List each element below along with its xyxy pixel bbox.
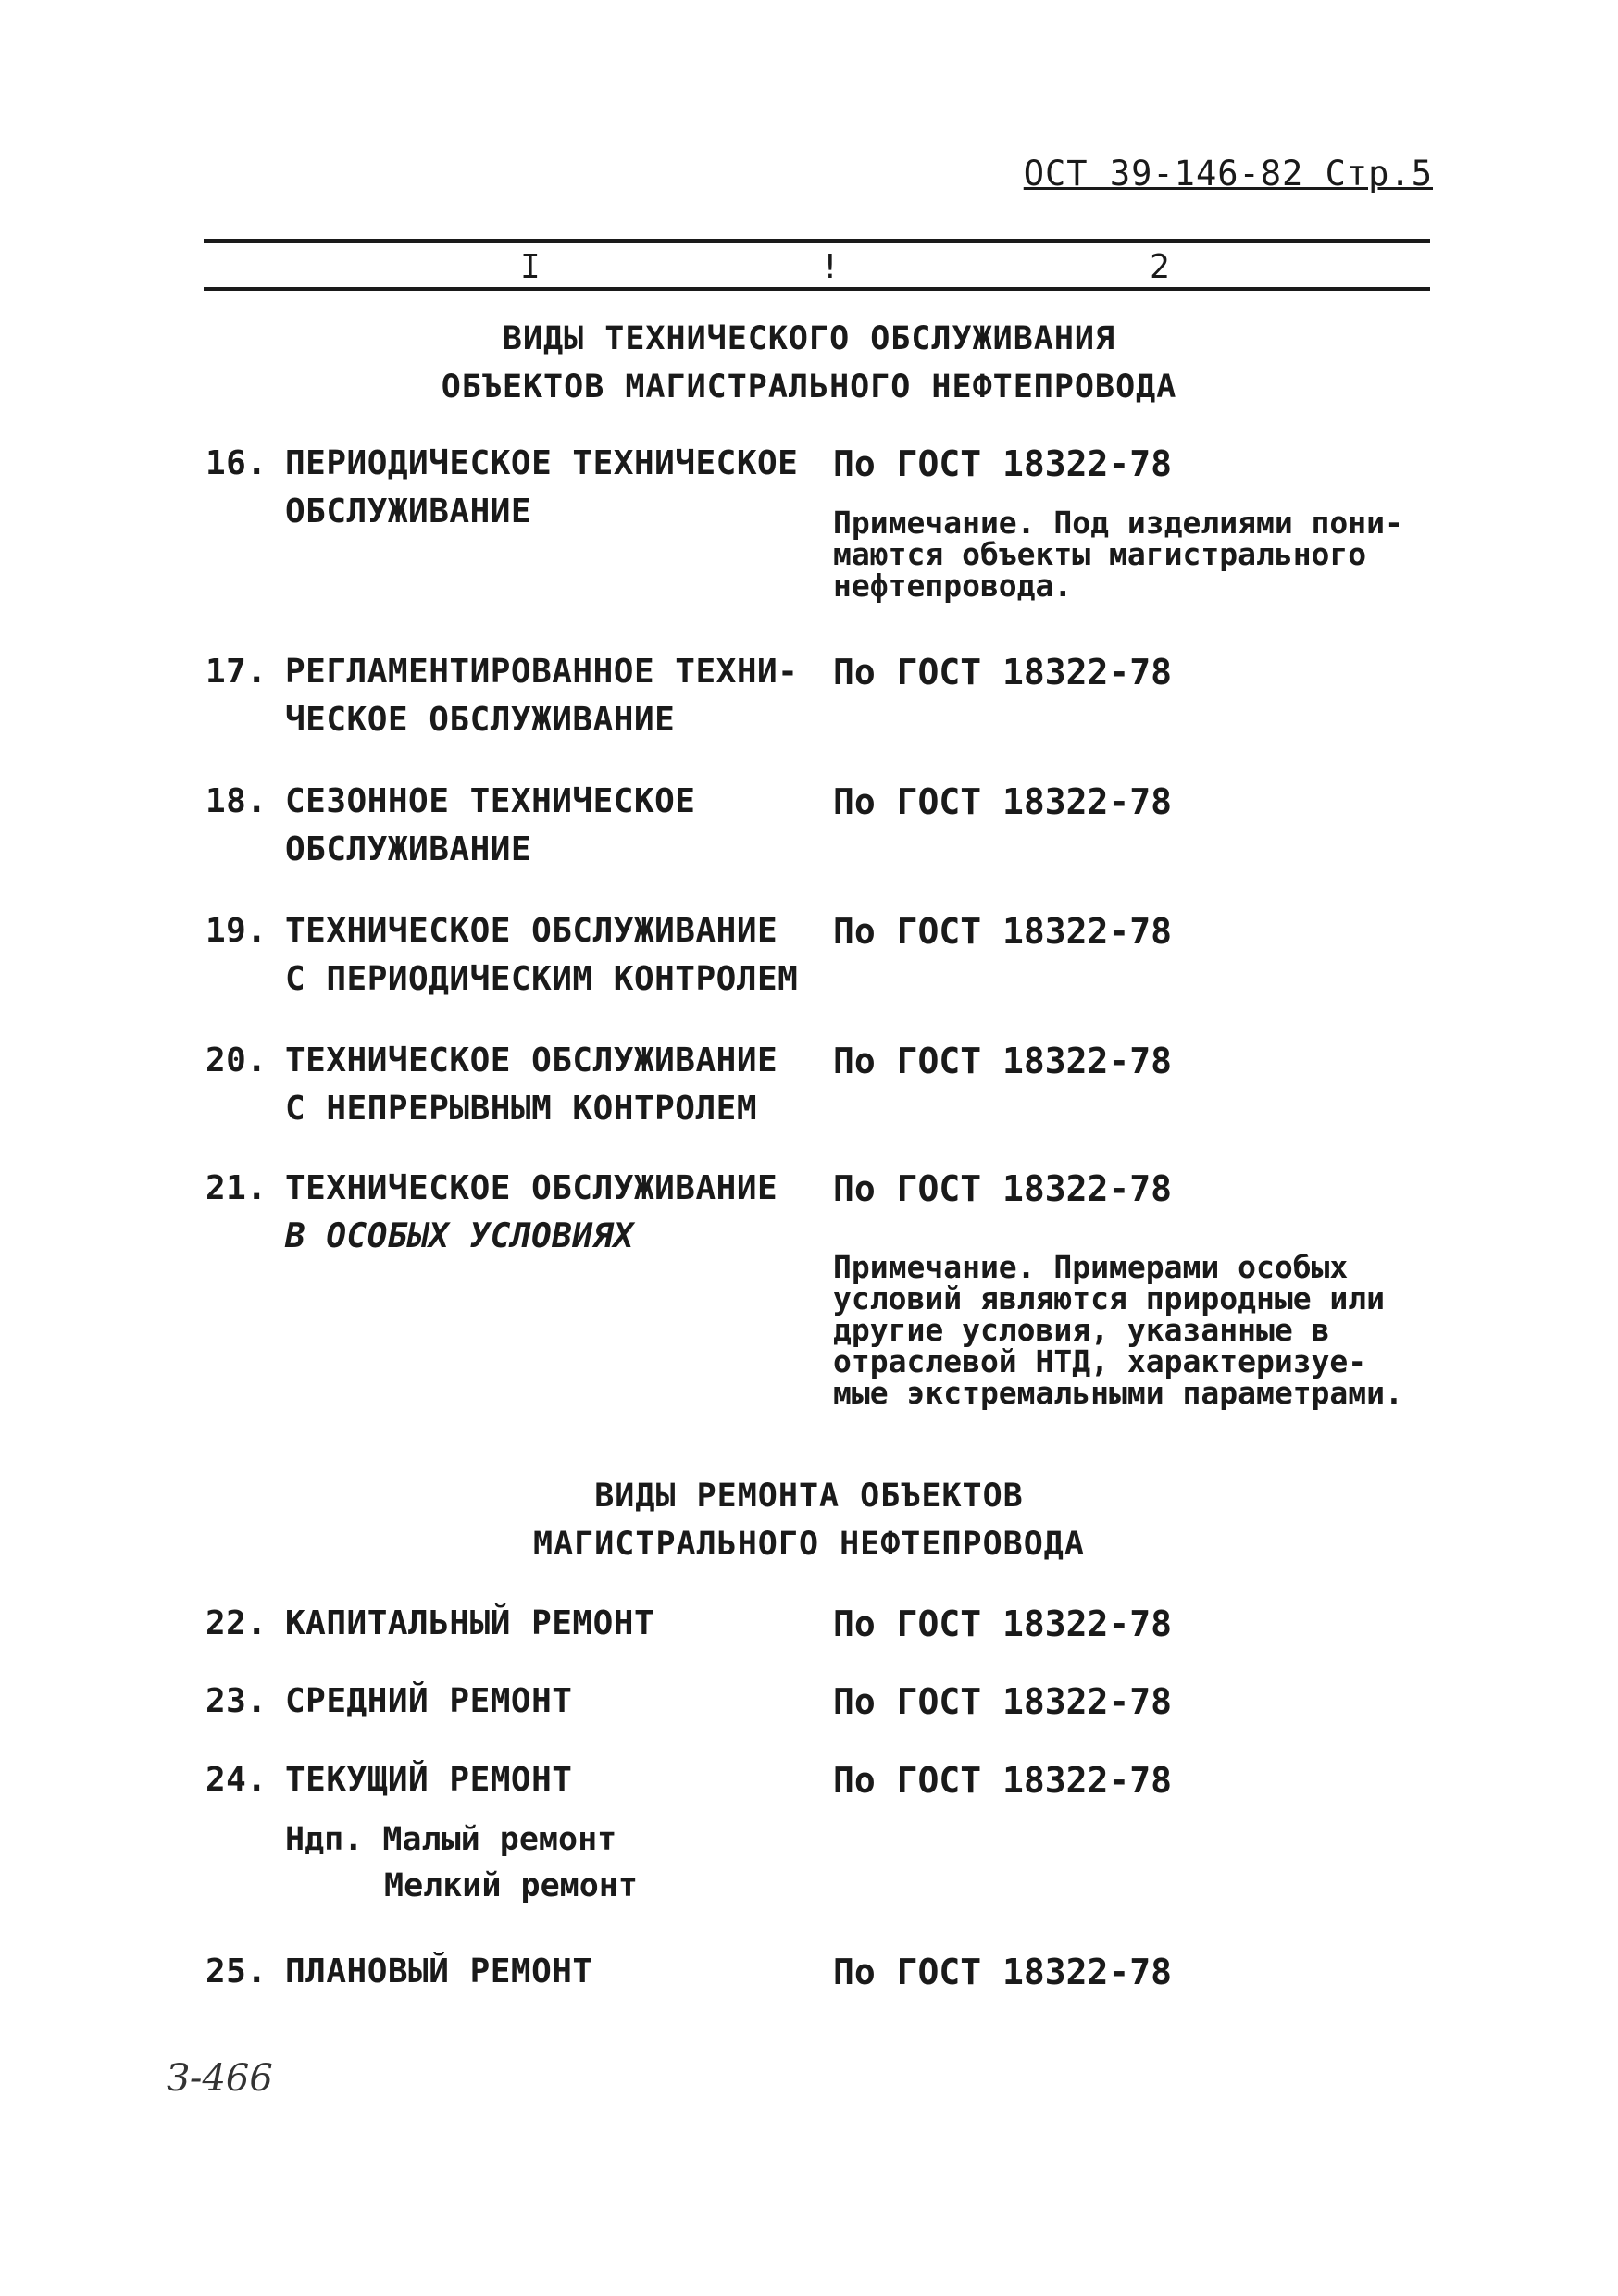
entry-term: ПЕРИОДИЧЕСКОЕ ТЕХНИЧЕСКОЕ [285, 444, 799, 482]
standard-reference: По ГОСТ 18322-78 [833, 781, 1173, 822]
table-top-rule [204, 239, 1430, 243]
list-item [205, 648, 807, 744]
entry-note: Примечание. Под изделиями пони- маются объекты магистрального нефтепровода. [833, 505, 1403, 604]
section-title-maintenance: ВИДЫ ТЕХНИЧЕСКОГО ОБСЛУЖИВАНИЯ ОБЪЕКТОВ МАГИСТРАЛЬНОГО НЕФТЕПРОВОДА [441, 320, 1177, 406]
entry-number: 23. [205, 1682, 268, 1720]
standard-reference: По ГОСТ 18322-78 [833, 1760, 1173, 1801]
list-item [205, 1037, 807, 1133]
entry-deprecated-synonyms [285, 1816, 638, 1909]
standard-reference: По ГОСТ 18322-78 [833, 1168, 1173, 1209]
entry-term: ТЕХНИЧЕСКОЕ ОБСЛУЖИВАНИЕ [285, 912, 778, 950]
entry-number: 19. [205, 912, 268, 950]
entry-number: 16. [205, 444, 268, 482]
entry-term: СЕЗОННОЕ ТЕХНИЧЕСКОЕ [285, 782, 696, 820]
entry-note: Примечание. Примерами особых условий являются природные или другие условия, указанные в отраслевой НТД, характеризуе- мые экстремальными параметрами. [833, 1249, 1403, 1411]
entry-number: 22. [205, 1604, 268, 1642]
standard-reference: По ГОСТ 18322-78 [833, 911, 1173, 952]
standard-reference: По ГОСТ 18322-78 [833, 1681, 1173, 1722]
entry-term: ТЕХНИЧЕСКОЕ ОБСЛУЖИВАНИЕ [285, 1169, 778, 1207]
standard-reference: По ГОСТ 18322-78 [833, 1952, 1173, 1992]
entry-number: 24. [205, 1761, 268, 1799]
entry-term-continuation: С НЕПРЕРЫВНЫМ КОНТРОЛЕМ [285, 1090, 757, 1128]
deprecated-synonym: Ндп. Малый ремонт [285, 1821, 617, 1858]
column-separator: ! [820, 248, 840, 286]
document-reference: ОСТ 39-146-82 Стр.5 [1023, 154, 1433, 193]
table-header-rule [204, 287, 1430, 291]
section-title-repair: ВИДЫ РЕМОНТА ОБЪЕКТОВ МАГИСТРАЛЬНОГО НЕФТЕПРОВОДА [533, 1478, 1085, 1563]
list-item [205, 907, 807, 1004]
entry-number: 17. [205, 653, 268, 691]
entry-term: РЕГЛАМЕНТИРОВАННОЕ ТЕХНИ- [285, 653, 799, 691]
standard-reference: По ГОСТ 18322-78 [833, 652, 1173, 693]
standard-reference: По ГОСТ 18322-78 [833, 1041, 1173, 1081]
list-item [205, 1165, 807, 1261]
entry-term-continuation: С ПЕРИОДИЧЕСКИМ КОНТРОЛЕМ [285, 960, 799, 998]
entry-term-continuation: ОБСЛУЖИВАНИЕ [285, 493, 532, 530]
entry-term-continuation: В ОСОБЫХ УСЛОВИЯХ [285, 1217, 634, 1255]
entry-term-continuation: ЧЕСКОЕ ОБСЛУЖИВАНИЕ [285, 701, 676, 739]
entry-term: ПЛАНОВЫЙ РЕМОНТ [285, 1953, 593, 1990]
entry-number: 20. [205, 1042, 268, 1079]
entry-number: 25. [205, 1953, 268, 1990]
column-header-1: I [520, 248, 541, 286]
entry-term: КАПИТАЛЬНЫЙ РЕМОНТ [285, 1604, 655, 1642]
deprecated-synonym: Мелкий ремонт [384, 1867, 638, 1904]
standard-reference: По ГОСТ 18322-78 [833, 1603, 1173, 1644]
column-header-2: 2 [1150, 248, 1170, 286]
list-item [205, 440, 807, 536]
handwritten-archive-mark: З-466 [167, 2057, 273, 2100]
entry-term: СРЕДНИЙ РЕМОНТ [285, 1682, 573, 1720]
list-item [205, 1678, 807, 1726]
entry-number: 21. [205, 1169, 268, 1207]
entry-term: ТЕХНИЧЕСКОЕ ОБСЛУЖИВАНИЕ [285, 1042, 778, 1079]
entry-term: ТЕКУЩИЙ РЕМОНТ [285, 1761, 573, 1799]
list-item [205, 778, 807, 874]
entry-term-continuation: ОБСЛУЖИВАНИЕ [285, 830, 532, 868]
list-item [205, 1756, 807, 1804]
list-item [205, 1600, 807, 1648]
list-item [205, 1948, 807, 1996]
standard-reference: По ГОСТ 18322-78 [833, 443, 1173, 484]
entry-number: 18. [205, 782, 268, 820]
